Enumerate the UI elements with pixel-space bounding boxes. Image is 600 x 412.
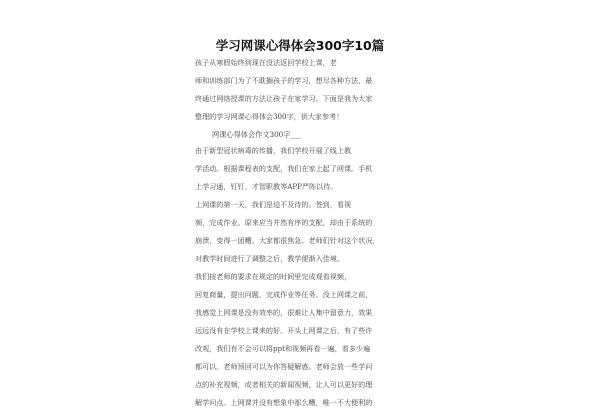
essay-heading: 网课心得体会作文300字___	[212, 130, 302, 139]
essay-paragraph-3: 我们按老师的要求在规定的时间里完成观看视频， 回复商量，提出问题，完成作业等任务。没上网课之前， 我感觉上网课是没有效率的，很难让人集中留意力，效果 远远没有在学校上课来的好。开头上网课之后，有了些许 改观，我们有不会可以将ppt和视频再看一遍，看多少遍 都可以。老师预回可以为你答疑解惑。老师会放一些学问 点的补充视频，或者相关的新闻视频，让人可以更好的理 解学问点。上网课并没有想象中那么糟，唯一不大便利的	[195, 272, 373, 407]
intro-paragraph: 孩子从寒假始终到现在没法返回学校上课，老 师和训练部门为了不耽搁孩子的学习，想尽各种方法，最 终通过网络授课的方法让孩子在家学习。下面是我为大家 整理的学习网课心得体会300字，供大家参考！	[195, 58, 373, 121]
essay-paragraph-1: 由于新型冠状病毒的传播，我们学校开展了线上教 学活动。根据课程表的支配，我们在家上起了网课。手机 上学习通，钉钉，才智职教等APP严阵以待。	[195, 146, 373, 191]
document-title: 学习网课心得体会300字10篇	[215, 38, 385, 53]
essay-paragraph-2: 上网课的第一天，我们是迫不及待的。签到，看视 频，完成作业。原来应当井然有序的支配，却由于系统的 崩溃，变得一团糟。大家都很焦急。老师们针对这个状况， 对教学时间进行了调整之后，教学便渐入佳境。	[195, 200, 380, 263]
